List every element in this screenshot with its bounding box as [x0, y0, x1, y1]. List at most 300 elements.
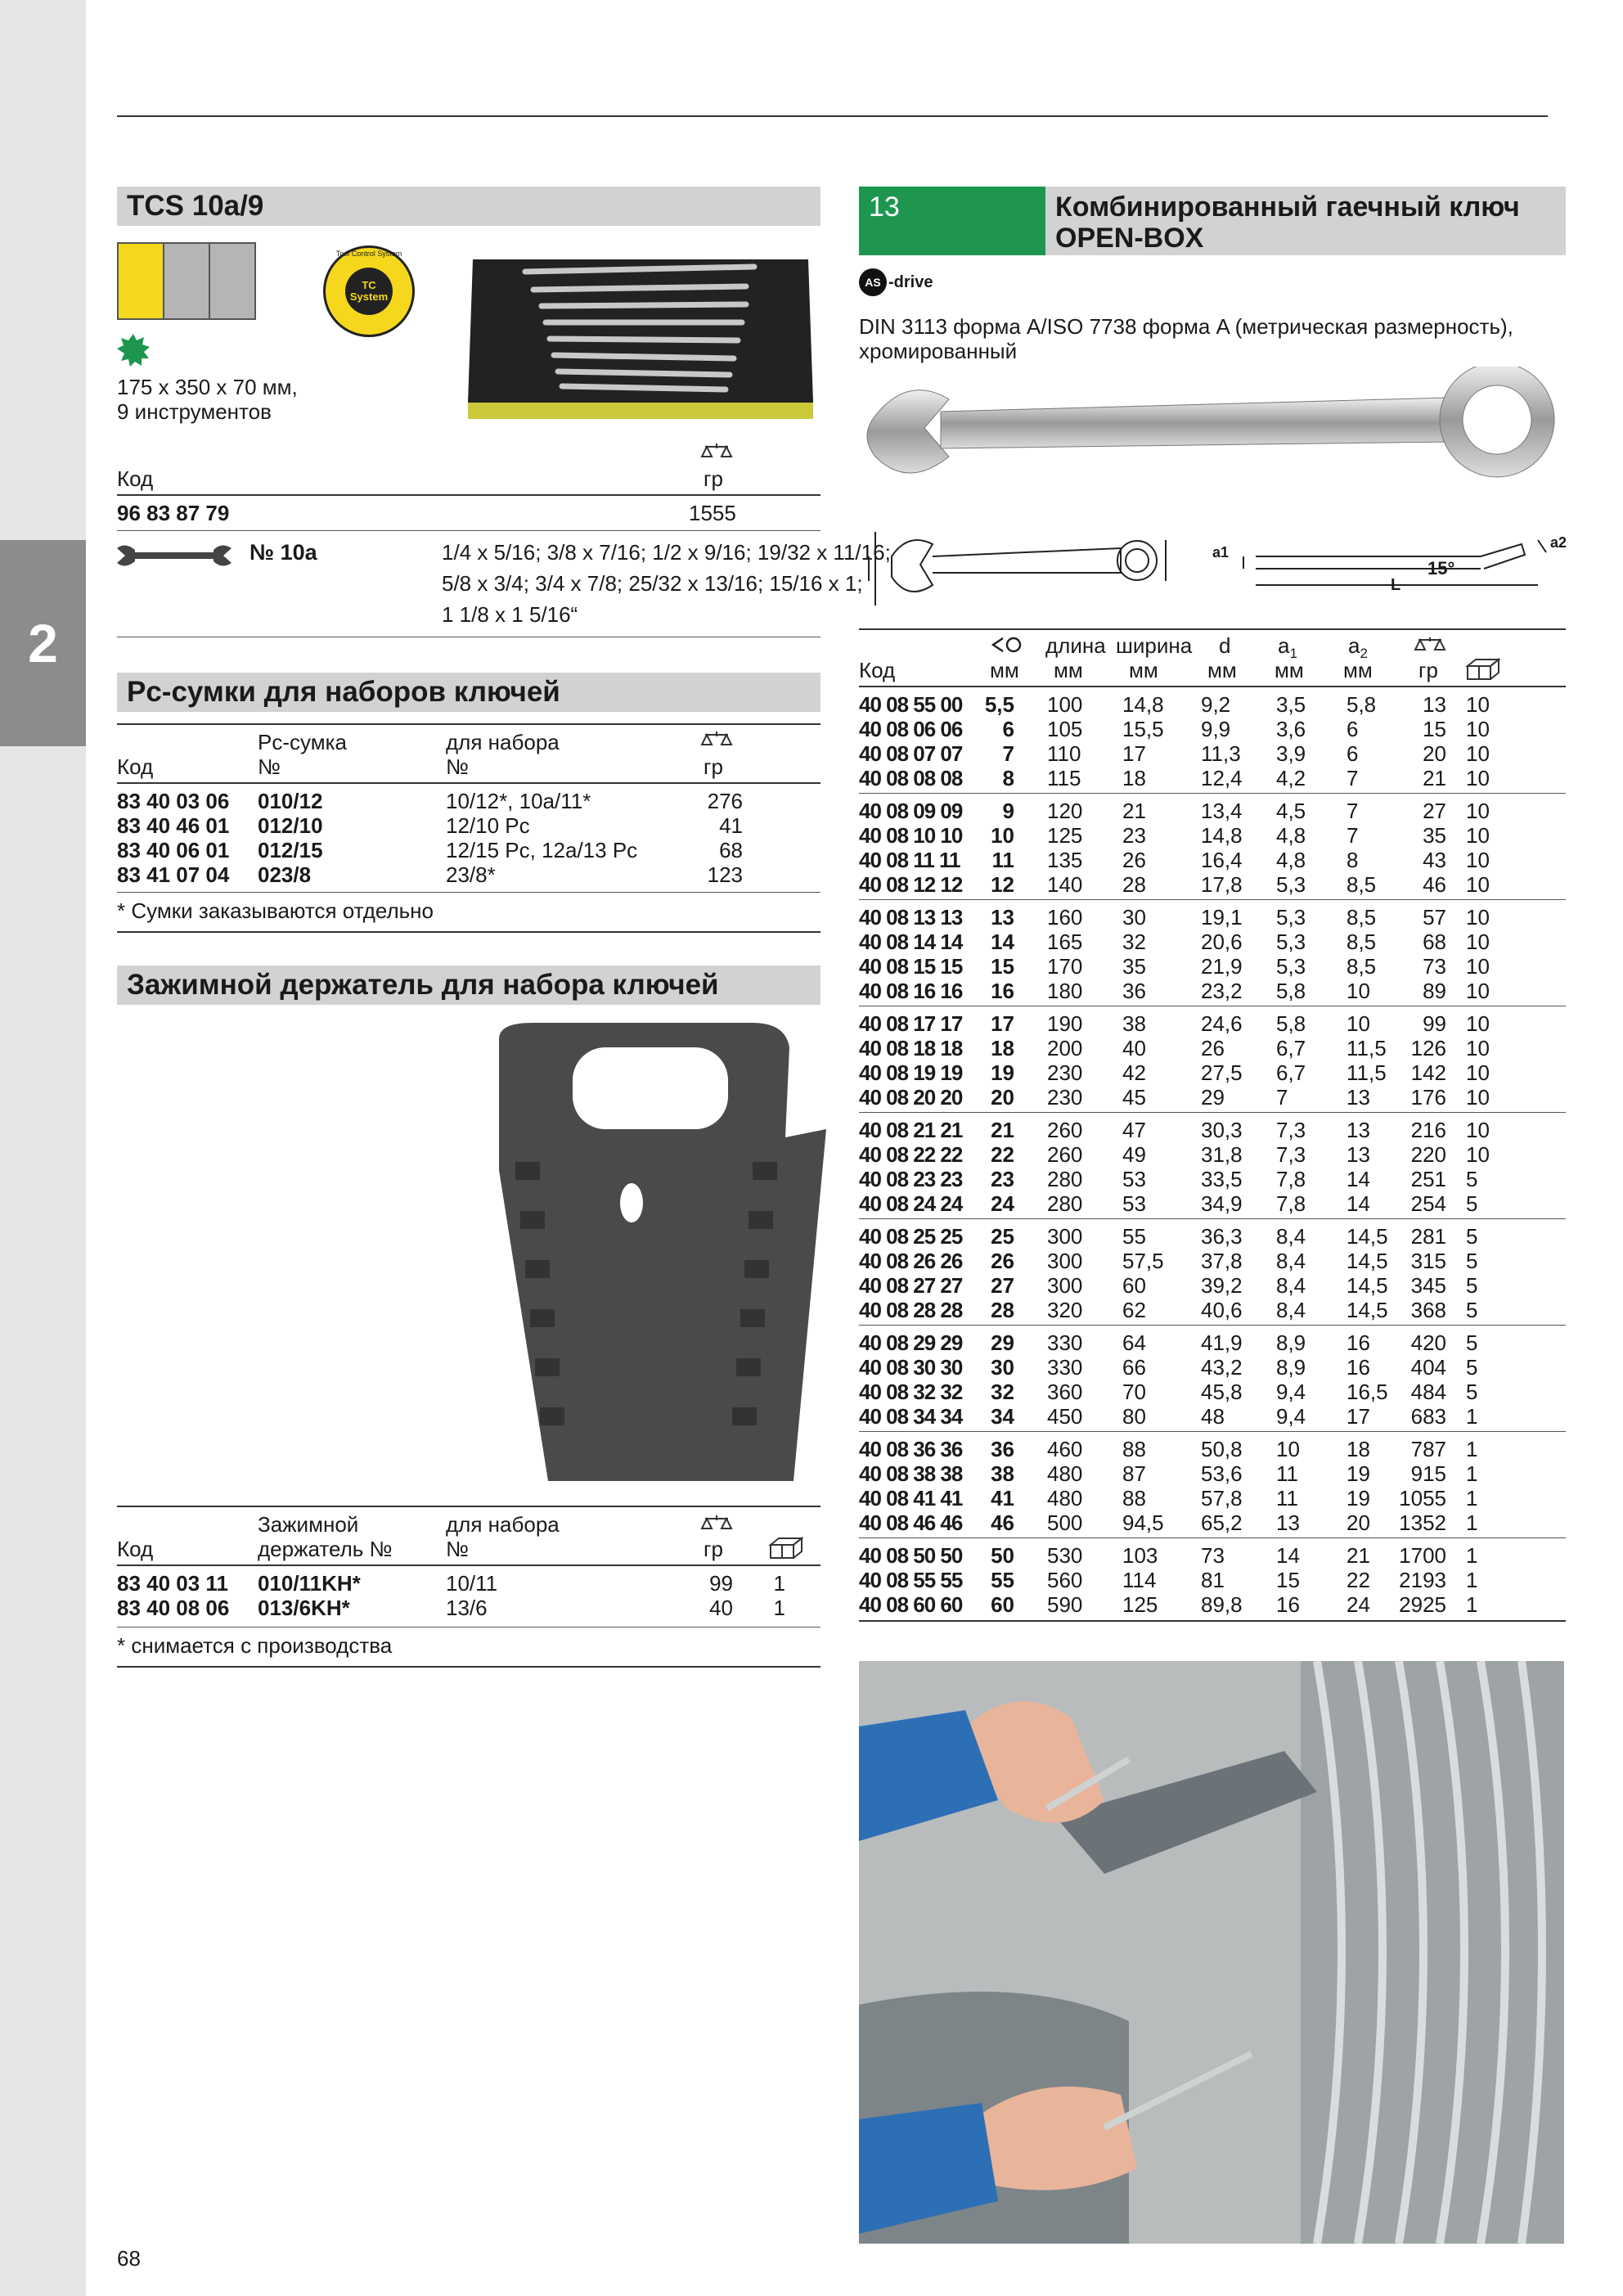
wrench-front-diagram — [859, 524, 1203, 614]
cell-code: 40 08 23 23 — [859, 1167, 963, 1191]
cell-size: 18 — [991, 1036, 1014, 1060]
cell-d: 41,9 — [1201, 1330, 1243, 1355]
cell-pack: 10 — [1466, 1118, 1490, 1142]
cell-d: 31,8 — [1201, 1142, 1243, 1167]
cell-pack: 1 — [1466, 1543, 1478, 1568]
pc-bag-no: 012/15 — [258, 838, 323, 862]
cell-width: 49 — [1122, 1142, 1146, 1167]
cell-a1: 6,7 — [1276, 1060, 1306, 1085]
cell-a2: 6 — [1347, 741, 1359, 766]
wrench-desc-1: DIN 3113 форма A/ISO 7738 форма A (метрическая размерность), — [859, 314, 1513, 339]
cell-length: 190 — [1047, 1011, 1083, 1036]
cell-size: 55 — [991, 1568, 1014, 1592]
cell-size: 15 — [991, 954, 1014, 979]
cell-length: 300 — [1047, 1249, 1083, 1273]
cell-weight: 68 — [1423, 930, 1446, 954]
holder-pack: 1 — [773, 1596, 785, 1620]
cell-pack: 10 — [1466, 848, 1490, 872]
cell-d: 89,8 — [1201, 1592, 1243, 1617]
cell-width: 64 — [1122, 1330, 1146, 1355]
cell-length: 330 — [1047, 1330, 1083, 1355]
hdr-weight-unit: гр — [1418, 658, 1438, 682]
cell-length: 300 — [1047, 1224, 1083, 1249]
cell-weight: 281 — [1410, 1224, 1446, 1249]
cell-a1: 5,3 — [1276, 954, 1306, 979]
cell-d: 19,1 — [1201, 905, 1243, 930]
cell-code: 40 08 38 38 — [859, 1461, 963, 1486]
cell-length: 200 — [1047, 1036, 1083, 1060]
tcs-sizes-2: 5/8 x 3/4; 3/4 x 7/8; 25/32 x 13/16; 15/16 x 1; — [442, 571, 863, 596]
cell-length: 460 — [1047, 1437, 1083, 1461]
cell-width: 23 — [1122, 823, 1146, 848]
holder-weight: 40 — [709, 1596, 733, 1620]
cell-d: 17,8 — [1201, 872, 1243, 897]
holder-hdr-code: Код — [117, 1537, 154, 1561]
cell-weight: 220 — [1410, 1142, 1446, 1167]
cell-code: 40 08 18 18 — [859, 1036, 963, 1060]
cell-size: 13 — [991, 905, 1014, 930]
cell-width: 28 — [1122, 872, 1146, 897]
cell-weight: 216 — [1410, 1118, 1446, 1142]
weight-icon — [700, 730, 733, 753]
cell-a2: 13 — [1347, 1085, 1370, 1110]
holder-top-rule — [117, 1506, 820, 1507]
cell-pack: 1 — [1466, 1486, 1478, 1510]
cell-d: 13,4 — [1201, 799, 1243, 823]
cell-width: 80 — [1122, 1404, 1146, 1429]
cell-a1: 6,7 — [1276, 1036, 1306, 1060]
cell-a1: 3,9 — [1276, 741, 1306, 766]
cell-a2: 10 — [1347, 979, 1370, 1003]
holder-hdr-set2: № — [446, 1537, 469, 1561]
cell-pack: 1 — [1466, 1404, 1478, 1429]
wrench-size-icon — [991, 635, 1023, 655]
cell-size: 17 — [991, 1011, 1014, 1036]
pc-bag-weight: 123 — [707, 862, 743, 887]
pc-bag-weight: 276 — [707, 789, 743, 813]
cell-pack: 10 — [1466, 1036, 1490, 1060]
cell-width: 18 — [1122, 766, 1146, 790]
cell-weight: 915 — [1410, 1461, 1446, 1486]
cell-width: 57,5 — [1122, 1249, 1164, 1273]
cell-weight: 46 — [1423, 872, 1446, 897]
cell-code: 40 08 08 08 — [859, 766, 963, 790]
cell-a2: 11,5 — [1347, 1036, 1387, 1060]
cell-weight: 142 — [1410, 1060, 1446, 1085]
cell-size: 22 — [991, 1142, 1014, 1167]
cell-length: 480 — [1047, 1486, 1083, 1510]
cell-a1: 9,4 — [1276, 1380, 1306, 1404]
cell-pack: 10 — [1466, 741, 1490, 766]
cell-d: 50,8 — [1201, 1437, 1243, 1461]
cell-a2: 5,8 — [1347, 692, 1377, 717]
cell-length: 480 — [1047, 1461, 1083, 1486]
cell-size: 27 — [991, 1273, 1014, 1298]
wrench-desc-2: хромированный — [859, 339, 1018, 363]
cell-a2: 8,5 — [1347, 954, 1377, 979]
cell-d: 53,6 — [1201, 1461, 1243, 1486]
cell-a1: 8,9 — [1276, 1355, 1306, 1380]
pc-bag-no: 023/8 — [258, 862, 312, 887]
cell-width: 60 — [1122, 1273, 1146, 1298]
holder-hdr-h1: Зажимной — [258, 1512, 359, 1537]
cell-d: 30,3 — [1201, 1118, 1243, 1142]
cell-code: 40 08 50 50 — [859, 1543, 963, 1568]
pc-bag-set: 12/15 Pc, 12a/13 Pc — [446, 838, 638, 862]
cell-size: 8 — [1002, 766, 1014, 790]
holder-note: * снимается с производства — [117, 1633, 393, 1658]
work-photo — [859, 1661, 1564, 2244]
holder-set: 13/6 — [446, 1596, 488, 1620]
holder-no: 010/11KH* — [258, 1571, 361, 1596]
holder-set: 10/11 — [446, 1571, 498, 1596]
group-rule — [859, 1112, 1566, 1113]
cell-pack: 5 — [1466, 1224, 1478, 1249]
cell-code: 40 08 55 55 — [859, 1568, 963, 1592]
cell-a1: 13 — [1276, 1510, 1300, 1535]
cell-width: 21 — [1122, 799, 1146, 823]
pc-bag-code: 83 41 07 04 — [117, 862, 230, 887]
cell-length: 260 — [1047, 1118, 1083, 1142]
cell-a2: 6 — [1347, 717, 1359, 741]
tcs-color-grey-2 — [209, 242, 256, 320]
cell-width: 40 — [1122, 1036, 1146, 1060]
tc-badge-text: TC System — [345, 268, 393, 315]
holder-hdr-h2: держатель № — [258, 1537, 393, 1561]
cell-a2: 8 — [1347, 848, 1359, 872]
cell-pack: 5 — [1466, 1298, 1478, 1322]
cell-size: 19 — [991, 1060, 1014, 1085]
holder-hdr-set1: для набора — [446, 1512, 560, 1537]
cell-length: 450 — [1047, 1404, 1083, 1429]
tcs-hdr-weight: гр — [704, 466, 723, 491]
cell-d: 29 — [1201, 1085, 1225, 1110]
cell-a2: 19 — [1347, 1486, 1370, 1510]
cell-a1: 16 — [1276, 1592, 1300, 1617]
cell-size: 28 — [991, 1298, 1014, 1322]
tcs-code: 96 83 87 79 — [117, 501, 230, 525]
group-rule — [859, 899, 1566, 900]
pc-bags-hdr-set1: для набора — [446, 730, 560, 754]
cell-length: 300 — [1047, 1273, 1083, 1298]
cell-a1: 8,4 — [1276, 1224, 1306, 1249]
cell-weight: 404 — [1410, 1355, 1446, 1380]
cell-size: 46 — [991, 1510, 1014, 1535]
weight-icon — [700, 1514, 733, 1537]
cell-a1: 4,8 — [1276, 848, 1306, 872]
cell-pack: 10 — [1466, 979, 1490, 1003]
holder-no: 013/6KH* — [258, 1596, 350, 1620]
pc-bags-hdr-bag1: Pc-сумка — [258, 730, 347, 754]
cell-a2: 7 — [1347, 799, 1359, 823]
tcs-size: 175 x 350 x 70 мм, — [117, 375, 298, 399]
cell-a2: 21 — [1347, 1543, 1370, 1568]
cell-a1: 15 — [1276, 1568, 1300, 1592]
holder-hdr-weight: гр — [704, 1537, 723, 1561]
holder-code: 83 40 03 11 — [117, 1571, 228, 1596]
cell-d: 20,6 — [1201, 930, 1243, 954]
group-rule — [859, 1325, 1566, 1326]
cell-code: 40 08 10 10 — [859, 823, 963, 848]
cell-a1: 3,6 — [1276, 717, 1306, 741]
cell-code: 40 08 20 20 — [859, 1085, 963, 1110]
cell-pack: 10 — [1466, 930, 1490, 954]
cell-a2: 8,5 — [1347, 872, 1377, 897]
holder-code: 83 40 08 06 — [117, 1596, 230, 1620]
wrench-table-top-rule — [859, 628, 1566, 630]
cell-d: 21,9 — [1201, 954, 1243, 979]
cell-pack: 5 — [1466, 1191, 1478, 1216]
wrench-title-line1: Комбинированный гаечный ключ — [1055, 191, 1520, 223]
cell-width: 66 — [1122, 1355, 1146, 1380]
cell-length: 105 — [1047, 717, 1083, 741]
cell-pack: 10 — [1466, 799, 1490, 823]
cell-size: 16 — [991, 979, 1014, 1003]
cell-width: 103 — [1122, 1543, 1158, 1568]
cell-a1: 10 — [1276, 1437, 1300, 1461]
hdr-size-unit: мм — [990, 658, 1019, 682]
cell-a2: 14 — [1347, 1167, 1370, 1191]
dim-a2: a2 — [1550, 534, 1567, 551]
cell-weight: 57 — [1423, 905, 1446, 930]
hdr-length-unit: мм — [1054, 658, 1083, 682]
cell-d: 9,9 — [1201, 717, 1231, 741]
hdr-width-unit: мм — [1129, 658, 1158, 682]
cell-code: 40 08 46 46 — [859, 1510, 963, 1535]
cell-d: 27,5 — [1201, 1060, 1243, 1085]
cell-width: 17 — [1122, 741, 1146, 766]
cell-code: 40 08 25 25 — [859, 1224, 963, 1249]
cell-pack: 10 — [1466, 823, 1490, 848]
cell-d: 34,9 — [1201, 1191, 1243, 1216]
cell-a1: 4,5 — [1276, 799, 1306, 823]
cell-a1: 11 — [1276, 1461, 1298, 1486]
holder-weight: 99 — [709, 1571, 733, 1596]
cell-a1: 8,9 — [1276, 1330, 1306, 1355]
cell-d: 43,2 — [1201, 1355, 1243, 1380]
tcs-tray-photo — [468, 247, 813, 419]
cell-weight: 126 — [1410, 1036, 1446, 1060]
top-rule — [117, 115, 1548, 117]
side-margin — [0, 0, 86, 2296]
cell-a1: 11 — [1276, 1486, 1298, 1510]
cell-length: 140 — [1047, 872, 1083, 897]
cell-width: 114 — [1122, 1568, 1157, 1592]
cell-size: 36 — [991, 1437, 1014, 1461]
cell-width: 94,5 — [1122, 1510, 1164, 1535]
cell-a2: 7 — [1347, 823, 1359, 848]
pc-bag-weight: 68 — [719, 838, 743, 862]
cell-a1: 5,3 — [1276, 872, 1306, 897]
cell-width: 36 — [1122, 979, 1146, 1003]
wrench-number: 13 — [859, 187, 1045, 255]
cell-pack: 5 — [1466, 1330, 1478, 1355]
cell-d: 9,2 — [1201, 692, 1231, 717]
cell-pack: 1 — [1466, 1510, 1478, 1535]
cell-weight: 176 — [1410, 1085, 1446, 1110]
as-drive-logo — [859, 268, 933, 296]
pc-bag-code: 83 40 46 01 — [117, 813, 230, 838]
cell-weight: 21 — [1423, 766, 1446, 790]
cell-a1: 7,8 — [1276, 1167, 1306, 1191]
cell-width: 32 — [1122, 930, 1146, 954]
package-icon — [1464, 658, 1500, 681]
holder-end-rule — [117, 1666, 820, 1668]
dim-angle: 15° — [1427, 558, 1455, 579]
pc-bags-rule — [117, 782, 820, 784]
cell-d: 36,3 — [1201, 1224, 1243, 1249]
tcs-weight: 1555 — [689, 501, 736, 525]
cell-width: 47 — [1122, 1118, 1146, 1142]
cell-code: 40 08 29 29 — [859, 1330, 963, 1355]
cell-a1: 8,4 — [1276, 1249, 1306, 1273]
cell-code: 40 08 32 32 — [859, 1380, 963, 1404]
cell-weight: 73 — [1423, 954, 1446, 979]
cell-size: 34 — [991, 1404, 1014, 1429]
cell-pack: 10 — [1466, 905, 1490, 930]
cell-width: 88 — [1122, 1486, 1146, 1510]
cell-weight: 20 — [1423, 741, 1446, 766]
cell-width: 26 — [1122, 848, 1146, 872]
tcs-count: 9 инструментов — [117, 399, 272, 424]
group-rule — [859, 793, 1566, 794]
cell-a2: 19 — [1347, 1461, 1370, 1486]
cell-code: 40 08 24 24 — [859, 1191, 963, 1216]
cell-a2: 14,5 — [1347, 1249, 1388, 1273]
cell-a2: 17 — [1347, 1404, 1370, 1429]
cell-a2: 13 — [1347, 1142, 1370, 1167]
tcs-sizes-3: 1 1/8 x 1 5/16“ — [442, 602, 578, 627]
cell-code: 40 08 60 60 — [859, 1592, 963, 1617]
holder-pack: 1 — [773, 1571, 785, 1596]
cell-code: 40 08 22 22 — [859, 1142, 963, 1167]
cell-weight: 787 — [1410, 1437, 1446, 1461]
cell-length: 280 — [1047, 1191, 1083, 1216]
holder-rule — [117, 1564, 820, 1566]
cell-d: 39,2 — [1201, 1273, 1243, 1298]
cell-a1: 8,4 — [1276, 1273, 1306, 1298]
cell-pack: 10 — [1466, 1011, 1490, 1036]
cell-a2: 16,5 — [1347, 1380, 1388, 1404]
cell-size: 11 — [991, 848, 1014, 872]
cell-weight: 35 — [1423, 823, 1446, 848]
cell-width: 45 — [1122, 1085, 1146, 1110]
pc-bag-no: 010/12 — [258, 789, 323, 813]
cell-weight: 254 — [1410, 1191, 1446, 1216]
cell-a2: 16 — [1347, 1355, 1370, 1380]
cell-width: 125 — [1122, 1592, 1158, 1617]
cell-length: 500 — [1047, 1510, 1083, 1535]
group-rule — [859, 1431, 1566, 1432]
cell-a1: 4,2 — [1276, 766, 1306, 790]
pc-bag-set: 12/10 Pc — [446, 813, 530, 838]
cell-weight: 420 — [1410, 1330, 1446, 1355]
cell-pack: 10 — [1466, 1060, 1490, 1085]
cell-weight: 484 — [1410, 1380, 1446, 1404]
pc-bags-title: Pc-сумки для наборов ключей — [117, 673, 820, 712]
cell-pack: 10 — [1466, 692, 1490, 717]
cell-length: 230 — [1047, 1085, 1083, 1110]
pc-bags-hdr-weight: гр — [704, 754, 723, 779]
as-drive-icon: AS — [859, 268, 887, 296]
cell-length: 115 — [1047, 766, 1081, 790]
tc-system-badge — [323, 245, 415, 337]
pc-bag-set: 10/12*, 10a/11* — [446, 789, 591, 813]
as-drive-text: -drive — [888, 272, 933, 291]
cell-width: 55 — [1122, 1224, 1146, 1249]
cell-pack: 1 — [1466, 1592, 1478, 1617]
cell-d: 73 — [1201, 1543, 1225, 1568]
cell-pack: 10 — [1466, 1142, 1490, 1167]
cell-a1: 7,3 — [1276, 1142, 1306, 1167]
cell-weight: 368 — [1410, 1298, 1446, 1322]
cell-d: 14,8 — [1201, 823, 1243, 848]
cell-pack: 10 — [1466, 872, 1490, 897]
cell-length: 360 — [1047, 1380, 1083, 1404]
tcs-title: TCS 10a/9 — [117, 187, 820, 226]
group-rule — [859, 1218, 1566, 1219]
cell-d: 33,5 — [1201, 1167, 1243, 1191]
cell-size: 50 — [991, 1543, 1014, 1568]
pc-bags-hdr-set2: № — [446, 754, 469, 779]
hdr-a2-unit: мм — [1343, 658, 1373, 682]
cell-length: 230 — [1047, 1060, 1083, 1085]
cell-width: 53 — [1122, 1167, 1146, 1191]
cell-a2: 11,5 — [1347, 1060, 1387, 1085]
cell-width: 87 — [1122, 1461, 1146, 1486]
hdr-code: Код — [859, 658, 896, 682]
cell-pack: 10 — [1466, 717, 1490, 741]
wrench-table-header-rule — [859, 686, 1566, 687]
cell-d: 12,4 — [1201, 766, 1243, 790]
cell-length: 330 — [1047, 1355, 1083, 1380]
cell-a2: 20 — [1347, 1510, 1370, 1535]
cell-code: 40 08 16 16 — [859, 979, 963, 1003]
page-number: 68 — [117, 2246, 141, 2271]
cell-d: 57,8 — [1201, 1486, 1243, 1510]
cell-length: 170 — [1047, 954, 1083, 979]
group-rule — [859, 1537, 1566, 1538]
holder-photo — [483, 1023, 826, 1497]
pc-bags-hdr-code: Код — [117, 754, 154, 779]
cell-width: 62 — [1122, 1298, 1146, 1322]
cell-size: 20 — [991, 1085, 1014, 1110]
tcs-color-yellow — [117, 242, 164, 320]
cell-length: 260 — [1047, 1142, 1083, 1167]
cell-a2: 18 — [1347, 1437, 1370, 1461]
cell-a1: 5,3 — [1276, 930, 1306, 954]
cell-d: 26 — [1201, 1036, 1225, 1060]
pc-bag-code: 83 40 06 01 — [117, 838, 230, 862]
cell-a1: 5,8 — [1276, 1011, 1306, 1036]
cell-a2: 22 — [1347, 1568, 1370, 1592]
cell-width: 70 — [1122, 1380, 1146, 1404]
cell-weight: 99 — [1423, 1011, 1446, 1036]
cell-a1: 4,8 — [1276, 823, 1306, 848]
cell-pack: 5 — [1466, 1273, 1478, 1298]
cell-a1: 5,8 — [1276, 979, 1306, 1003]
cell-d: 16,4 — [1201, 848, 1243, 872]
cell-a2: 13 — [1347, 1118, 1370, 1142]
wrench-photo — [859, 367, 1562, 506]
pc-bags-end-rule — [117, 931, 820, 933]
cell-code: 40 08 27 27 — [859, 1273, 963, 1298]
cell-code: 40 08 13 13 — [859, 905, 963, 930]
cell-d: 48 — [1201, 1404, 1225, 1429]
cell-a2: 14 — [1347, 1191, 1370, 1216]
cell-a1: 7 — [1276, 1085, 1288, 1110]
cell-length: 560 — [1047, 1568, 1083, 1592]
